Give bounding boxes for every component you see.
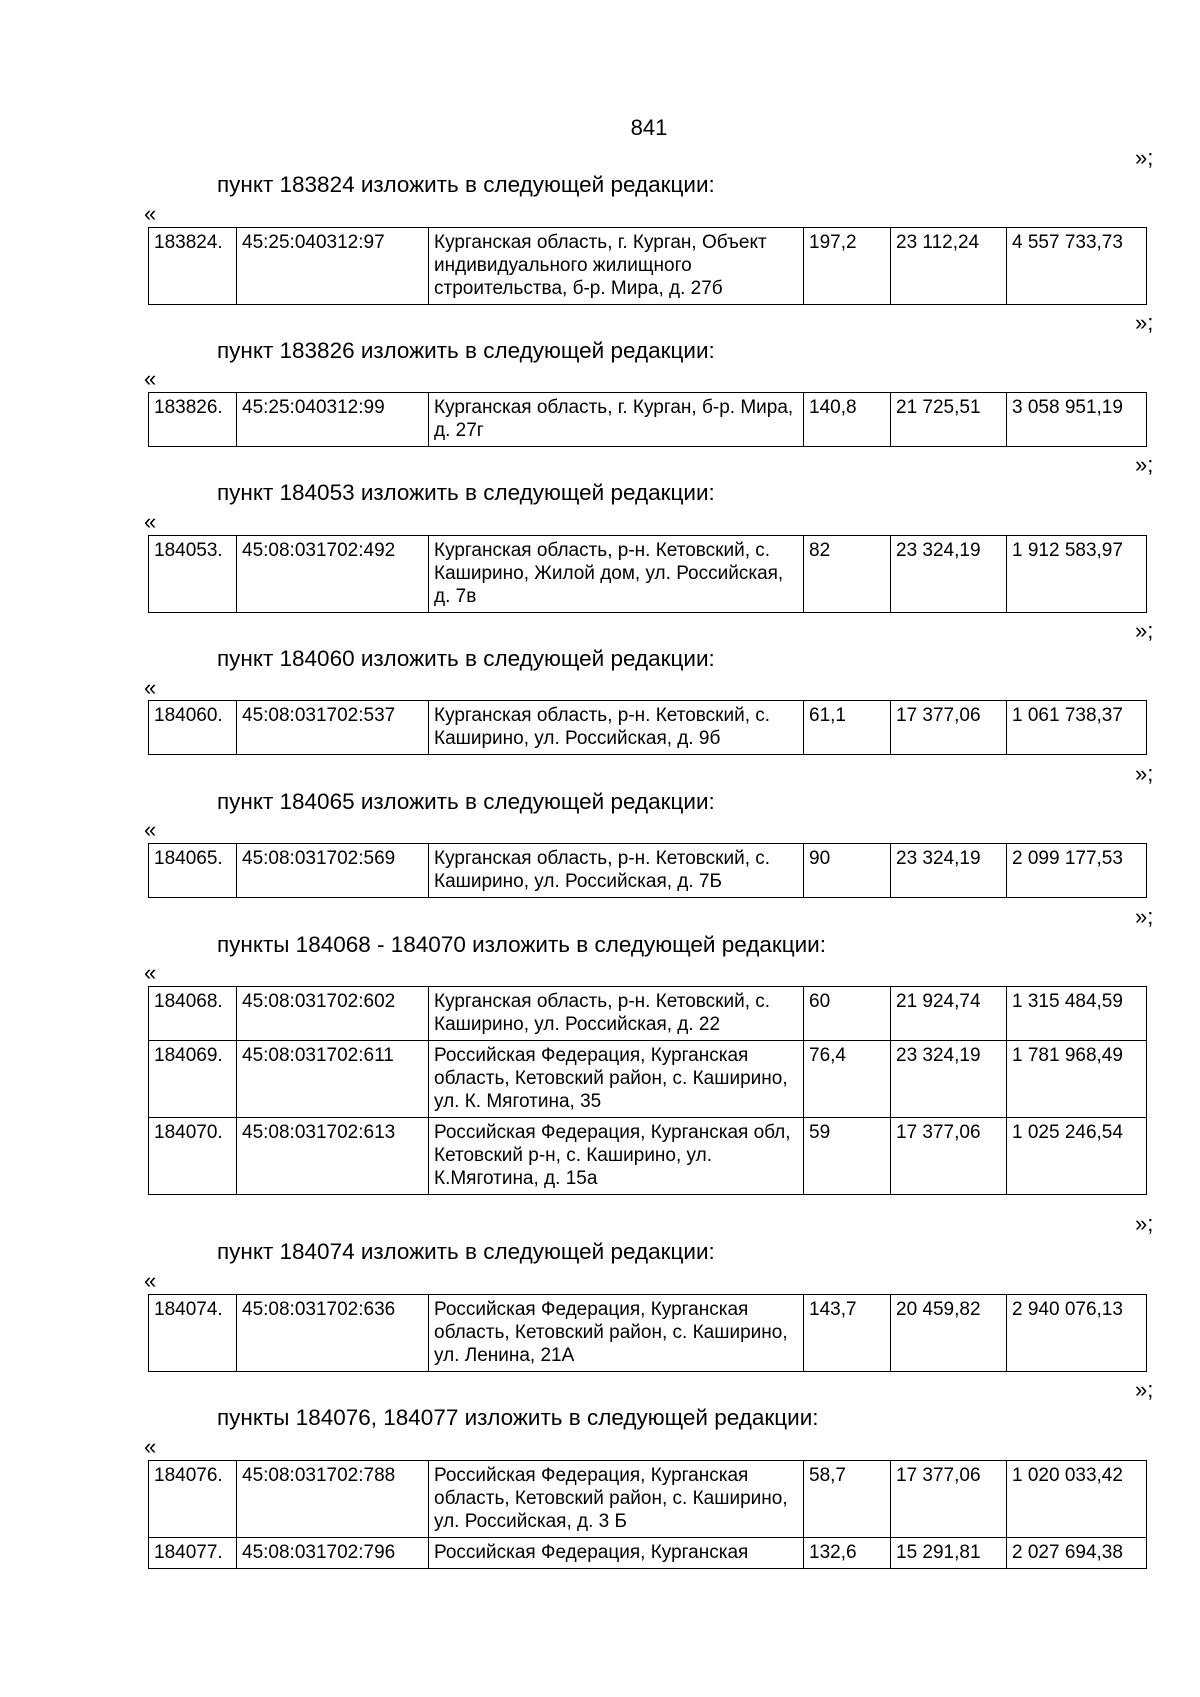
unit-price: 23 324,19 — [891, 844, 1007, 898]
table-row — [149, 1118, 1147, 1195]
address: Российская Федерация, Курганская область, Кетовский район, с. Каширино, ул. К. Мяготина, 35 — [429, 1041, 804, 1118]
table-row — [149, 1041, 1147, 1118]
item-number: 184069. — [149, 1041, 237, 1118]
unit-price: 21 725,51 — [891, 393, 1007, 447]
item-number: 184053. — [149, 536, 237, 613]
closing-quote: »; — [1135, 145, 1154, 170]
item-number: 184070. — [149, 1118, 237, 1195]
address: Курганская область, р-н. Кетовский, с. Каширино, ул. Российская, д. 7Б — [429, 844, 804, 898]
cadastral-number: 45:08:031702:492 — [237, 536, 429, 613]
table-row — [149, 844, 1147, 898]
table-row — [149, 228, 1147, 305]
cadastral-value: 2 099 177,53 — [1007, 844, 1147, 898]
amendment-intro: пункт 184060 изложить в следующей редакции: — [217, 646, 715, 671]
opening-quote: « — [144, 1434, 157, 1459]
unit-price: 17 377,06 — [891, 1461, 1007, 1538]
amendment-table — [148, 392, 1147, 447]
cadastral-value: 1 315 484,59 — [1007, 987, 1147, 1041]
area: 59 — [804, 1118, 891, 1195]
opening-quote: « — [144, 201, 157, 226]
cadastral-value: 2 940 076,13 — [1007, 1295, 1147, 1372]
amendment-table — [148, 1460, 1147, 1569]
opening-quote: « — [144, 817, 157, 842]
item-number: 184074. — [149, 1295, 237, 1372]
cadastral-number: 45:08:031702:788 — [237, 1461, 429, 1538]
address: Российская Федерация, Курганская область, Кетовский район, с. Каширино, ул. Российская, д. 3 Б — [429, 1461, 804, 1538]
address: Курганская область, р-н. Кетовский, с. Каширино, ул. Российская, д. 22 — [429, 987, 804, 1041]
cadastral-value: 4 557 733,73 — [1007, 228, 1147, 305]
closing-quote: »; — [1135, 310, 1154, 335]
cadastral-number: 45:08:031702:611 — [237, 1041, 429, 1118]
cadastral-number: 45:08:031702:636 — [237, 1295, 429, 1372]
table-row — [149, 1295, 1147, 1372]
address: Курганская область, р-н. Кетовский, с. Каширино, Жилой дом, ул. Российская, д. 7в — [429, 536, 804, 613]
table-row — [149, 987, 1147, 1041]
cadastral-number: 45:08:031702:602 — [237, 987, 429, 1041]
cadastral-value: 1 025 246,54 — [1007, 1118, 1147, 1195]
item-number: 184077. — [149, 1538, 237, 1569]
address: Российская Федерация, Курганская — [429, 1538, 804, 1569]
amendment-intro: пункт 184053 изложить в следующей редакции: — [217, 480, 715, 505]
amendment-table — [148, 986, 1147, 1195]
area: 143,7 — [804, 1295, 891, 1372]
unit-price: 23 324,19 — [891, 536, 1007, 613]
table-row — [149, 701, 1147, 755]
amendment-table — [148, 535, 1147, 613]
closing-quote: »; — [1135, 1377, 1154, 1402]
cadastral-value: 1 781 968,49 — [1007, 1041, 1147, 1118]
area: 90 — [804, 844, 891, 898]
area: 61,1 — [804, 701, 891, 755]
unit-price: 23 112,24 — [891, 228, 1007, 305]
address: Курганская область, р-н. Кетовский, с. Каширино, ул. Российская, д. 9б — [429, 701, 804, 755]
cadastral-value: 2 027 694,38 — [1007, 1538, 1147, 1569]
unit-price: 21 924,74 — [891, 987, 1007, 1041]
opening-quote: « — [144, 960, 157, 985]
area: 76,4 — [804, 1041, 891, 1118]
address: Российская Федерация, Курганская область, Кетовский район, с. Каширино, ул. Ленина, 21А — [429, 1295, 804, 1372]
amendment-table — [148, 843, 1147, 898]
opening-quote: « — [144, 366, 157, 391]
cadastral-value: 1 912 583,97 — [1007, 536, 1147, 613]
opening-quote: « — [144, 1268, 157, 1293]
closing-quote: »; — [1135, 618, 1154, 643]
unit-price: 15 291,81 — [891, 1538, 1007, 1569]
closing-quote: »; — [1135, 1211, 1154, 1236]
cadastral-value: 1 061 738,37 — [1007, 701, 1147, 755]
item-number: 184076. — [149, 1461, 237, 1538]
address: Курганская область, г. Курган, Объект индивидуального жилищного строительства, б-р. Мира, д. 27б — [429, 228, 804, 305]
unit-price: 20 459,82 — [891, 1295, 1007, 1372]
closing-quote: »; — [1135, 904, 1154, 929]
cadastral-number: 45:25:040312:99 — [237, 393, 429, 447]
unit-price: 17 377,06 — [891, 701, 1007, 755]
cadastral-value: 3 058 951,19 — [1007, 393, 1147, 447]
item-number: 184068. — [149, 987, 237, 1041]
item-number: 184060. — [149, 701, 237, 755]
area: 197,2 — [804, 228, 891, 305]
item-number: 183824. — [149, 228, 237, 305]
unit-price: 17 377,06 — [891, 1118, 1007, 1195]
table-row — [149, 393, 1147, 447]
area: 60 — [804, 987, 891, 1041]
amendment-intro: пункт 184074 изложить в следующей редакции: — [217, 1239, 715, 1264]
amendment-intro: пункт 183824 изложить в следующей редакции: — [217, 172, 715, 197]
opening-quote: « — [144, 509, 157, 534]
area: 140,8 — [804, 393, 891, 447]
opening-quote: « — [144, 675, 157, 700]
table-row — [149, 1461, 1147, 1538]
table-row — [149, 536, 1147, 613]
item-number: 184065. — [149, 844, 237, 898]
page-number: 841 — [630, 115, 668, 140]
amendment-table — [148, 227, 1147, 305]
unit-price: 23 324,19 — [891, 1041, 1007, 1118]
closing-quote: »; — [1135, 761, 1154, 786]
amendment-intro: пункт 183826 изложить в следующей редакции: — [217, 338, 715, 363]
amendment-intro: пункты 184076, 184077 изложить в следующей редакции: — [217, 1405, 819, 1430]
closing-quote: »; — [1135, 452, 1154, 477]
area: 132,6 — [804, 1538, 891, 1569]
area: 58,7 — [804, 1461, 891, 1538]
amendment-intro: пункт 184065 изложить в следующей редакции: — [217, 789, 715, 814]
item-number: 183826. — [149, 393, 237, 447]
cadastral-number: 45:25:040312:97 — [237, 228, 429, 305]
address: Курганская область, г. Курган, б-р. Мира, д. 27г — [429, 393, 804, 447]
table-row — [149, 1538, 1147, 1569]
amendment-table — [148, 700, 1147, 755]
cadastral-number: 45:08:031702:569 — [237, 844, 429, 898]
amendment-table — [148, 1294, 1147, 1372]
area: 82 — [804, 536, 891, 613]
cadastral-number: 45:08:031702:537 — [237, 701, 429, 755]
cadastral-value: 1 020 033,42 — [1007, 1461, 1147, 1538]
cadastral-number: 45:08:031702:613 — [237, 1118, 429, 1195]
address: Российская Федерация, Курганская обл, Кетовский р-н, с. Каширино, ул. К.Мяготина, д. 15а — [429, 1118, 804, 1195]
amendment-intro: пункты 184068 - 184070 изложить в следующей редакции: — [217, 932, 827, 957]
cadastral-number: 45:08:031702:796 — [237, 1538, 429, 1569]
